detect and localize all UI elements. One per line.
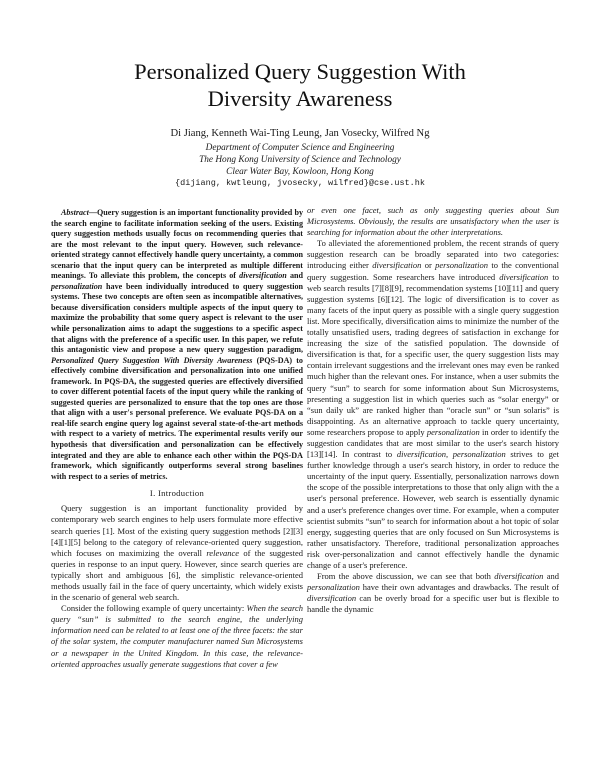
author-list: Di Jiang, Kenneth Wai-Ting Leung, Jan Vosecky, Wilfred Ng bbox=[170, 128, 430, 139]
affiliation-university: The Hong Kong University of Science and Technology bbox=[199, 154, 401, 165]
right-column bbox=[307, 205, 559, 615]
title-line-1: Personalized Query Suggestion With bbox=[134, 59, 466, 84]
left-column bbox=[51, 208, 303, 670]
intro-paragraph-2: Consider the following example of query uncertainty: When the search query “sun” is submitted to the search engine, the underlying information need can be related to at least one of the three facets: the star of the solar system, the computer manufacturer named Sun Microsystems or a newspaper in the United Kingdom. In this case, the relevance-oriented approaches usually generate suggestions that cover a few bbox=[51, 603, 304, 669]
affiliation-block bbox=[40, 143, 560, 190]
title-line-2: Diversity Awareness bbox=[207, 86, 393, 111]
intro-paragraph-1: Query suggestion is an important functionality provided by contemporary web search engines to help users formulate more effective search queries [1]. Most of the existing query suggestion methods [2][3][4][1][5] belong to the category of relevance-oriented query suggestion, which focuses on maximizing the overall relevance of the suggested queries in response to an input query. However, since search queries are typically short and ambiguous [6], the simplistic relevance-oriented methods usually fail in the face of query uncertainty, which widely exists in the scenario of general web search. bbox=[51, 503, 303, 603]
paper-title bbox=[40, 58, 560, 112]
affiliation-address: Clear Water Bay, Kowloon, Hong Kong bbox=[226, 166, 374, 177]
intro-paragraph-3: To alleviated the aforementioned problem, the recent strands of query suggestion research can be broadly separated into two categories: introducing either diversification or personalization to the conventional query suggestion. Some researchers have introduced diversification to web search results [7][8][9], recommendation systems [10][11] and query suggestion systems [6][12]. The logic of diversification is to cover as many facets of the input query as possible with a single query suggestion list. More specifically, diversification aims to minimize the number of the totally unsatisfied users, trading degrees of satisfaction in exchange for increasing the size of the satisfied population. The downside of diversification is that, for a specific user, the query suggestion lists may contain irrelevant suggestions and the irrelevant ones may even be ranked much higher than the relevant ones. For instance, when a user submits the query “sun” to search for some information about Sun Microsystems, presenting a suggestion list in which queries such as “solar energy” or “sun daily uk” are ranked higher than “oracle sun” or “sun solaris” is disappointing. As an alternative approach to tackle query uncertainty, some researchers propose to apply personalization in order to identify the suggestion candidates that are most similar to the user's search history [13][14]. In contrast to diversification, personalization strives to get further knowledge through a user's search history, in order to reduce the uncertainty of the input query. Essentially, personalization narrows down the scope of the possible interpretations to those that only align with the a user's personal preference. However, web search is essentially dynamic and a user's preference changes over time. For example, when a computer scientist submits “sun” to search for information about a hot topic of solar energy, suggesting queries that are only focused on Sun Microsystems is rather unsatisfactory. Therefore, traditional personalization approaches risk over-personalization and cannot effectively handle the dynamic change of a user's preference. bbox=[307, 238, 559, 570]
affiliation-department: Department of Computer Science and Engineering bbox=[205, 143, 395, 153]
abstract-paragraph: Abstract—Query suggestion is an important functionality provided by the search engine to facilitate information seeking of the users. Existing query suggestion methods usually focus on recommending queries that are the most relevant to the input query. However, such relevance-oriented strategy cannot effectively handle query uncertainty, a common scenario that the input query can be interpreted as multiple different meanings. To alleviate this problem, the concepts of diversification and personalization have been individually introduced to query suggestion systems. These two concepts are often seen as incompatible alternatives, because diversification considers multiple aspects of the input query to maximize the probability that some query aspect is relevant to the user while personalization aims to adapt the suggestions to a specific aspect that aligns with the preference of a specific user. In this paper, we refute this antagonistic view and propose a new query suggestion paradigm, Personalized Query Suggestion With Diversity Awareness (PQS-DA) to effectively combine diversification and personalization into one unified framework. In PQS-DA, the suggested queries are effectively diversified to cover different potential facets of the input query while the ranking of suggested queries are personalized to ensure that the top ones are those that align with a user's personal preference. We evaluate PQS-DA on a real-life search engine query log against several state-of-the-art methods with respect to a variety of metrics. The experimental results verify our hypothesis that diversification and personalization can be effectively integrated and they are able to enhance each other within the PQS-DA framework, which significantly outperforms several strong baselines with respect to a series of metrics. bbox=[51, 208, 303, 481]
author-emails: {dijiang, kwtleung, jvosecky, wilfred}@cse.ust.hk bbox=[175, 178, 425, 189]
abstract-label: Abstract bbox=[61, 208, 89, 217]
intro-paragraph-2-continued: or even one facet, such as only suggesting queries about Sun Microsystems. Obviously, the results are unsatisfactory when the user is searching for information about the other interpretations. bbox=[307, 205, 559, 238]
section-heading-introduction: I. Introduction bbox=[149, 488, 205, 499]
intro-paragraph-4: From the above discussion, we can see that both diversification and personalization have their own advantages and drawbacks. The result of diversification can be overly broad for a specific user but is flexible to handle the dynamic bbox=[307, 571, 560, 615]
